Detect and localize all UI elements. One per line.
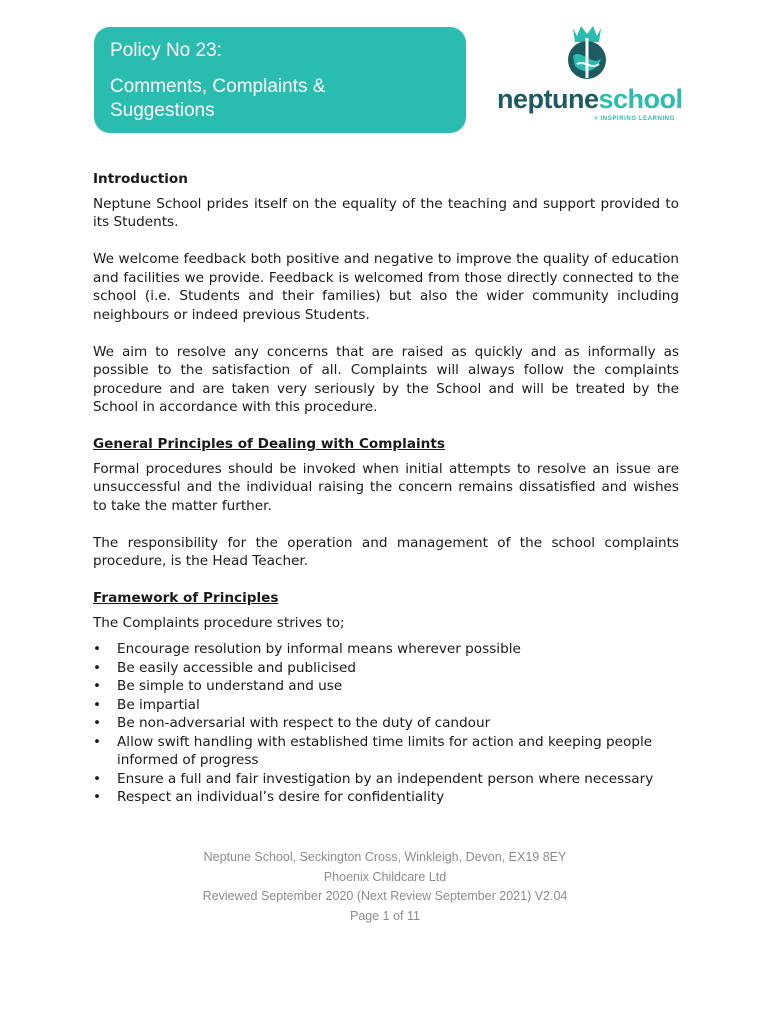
logo-wordmark <box>497 84 683 115</box>
policy-title-line-2: Suggestions <box>110 100 215 121</box>
list-item: • Be easily accessible and publicised <box>93 659 357 676</box>
footer-page-number: Page 1 of 11 <box>350 908 420 923</box>
framework-bullet-list <box>93 640 679 807</box>
logo-tagline: > INSPIRING LEARNING <box>594 116 675 122</box>
introduction-paragraph-2: We welcome feedback both positive and negative to improve the quality of education and facilities we provide. Feedback is welcomed from those directly connected to the school (i.e. Students and their families) but also the wider community including neighbours or indeed previous Students. <box>93 251 679 323</box>
list-item: • Allow swift handling with established time limits for action and keeping people informed of progress <box>93 733 653 768</box>
footer-address: Neptune School, Seckington Cross, Winkleigh, Devon, EX19 8EY <box>203 850 567 864</box>
introduction-paragraph-3: We aim to resolve any concerns that are raised as quickly and as informally as possible to the satisfaction of all. Complaints will always follow the complaints procedure and are taken very seriously by the School and will be treated by the School in accordance with this procedure. <box>93 343 679 415</box>
list-item: • Respect an individual’s desire for confidentiality <box>93 789 445 805</box>
list-item: • Ensure a full and fair investigation by an independent person where necessary <box>93 770 654 787</box>
general-principles-heading: General Principles of Dealing with Complaints <box>93 436 445 452</box>
footer-company: Phoenix Childcare Ltd <box>323 869 447 884</box>
trident-emblem-icon <box>559 20 615 82</box>
introduction-heading: Introduction <box>93 171 188 187</box>
introduction-paragraph-1: Neptune School prides itself on the equality of the teaching and support provided to its Students. <box>93 195 679 230</box>
logo-word-school: school <box>598 84 683 114</box>
list-item: • Be non-adversarial with respect to the duty of candour <box>93 715 491 731</box>
bullet-icon: • <box>93 696 102 713</box>
policy-title-box <box>94 27 466 133</box>
bullet-icon: • <box>93 641 102 657</box>
policy-title-line-1: Comments, Complaints & <box>110 76 326 97</box>
policy-number: Policy No 23: <box>110 40 222 61</box>
page-footer <box>0 848 770 926</box>
list-item: • Be simple to understand and use <box>93 678 343 694</box>
bullet-icon: • <box>93 715 102 731</box>
list-item: • Encourage resolution by informal means wherever possible <box>93 641 521 657</box>
framework-heading: Framework of Principles <box>93 590 279 606</box>
bullet-icon: • <box>93 789 102 805</box>
general-principles-paragraph-2: The responsibility for the operation and management of the school complaints procedure, is the Head Teacher. <box>93 534 679 569</box>
bullet-icon: • <box>93 659 102 676</box>
framework-intro: The Complaints procedure strives to; <box>93 614 345 631</box>
list-item: • Be impartial <box>93 696 200 713</box>
footer-review: Reviewed September 2020 (Next Review September 2021) V2.04 <box>202 889 568 903</box>
bullet-icon: • <box>93 770 102 787</box>
policy-body <box>93 170 679 807</box>
general-principles-paragraph-1: Formal procedures should be invoked when initial attempts to resolve an issue are unsuccessful and the individual raising the concern remains dissatisfied and wishes to take the matter further. <box>93 460 679 514</box>
bullet-icon: • <box>93 678 102 694</box>
logo-word-neptune: neptune <box>497 84 599 114</box>
bullet-icon: • <box>93 733 102 750</box>
school-logo <box>497 20 683 122</box>
